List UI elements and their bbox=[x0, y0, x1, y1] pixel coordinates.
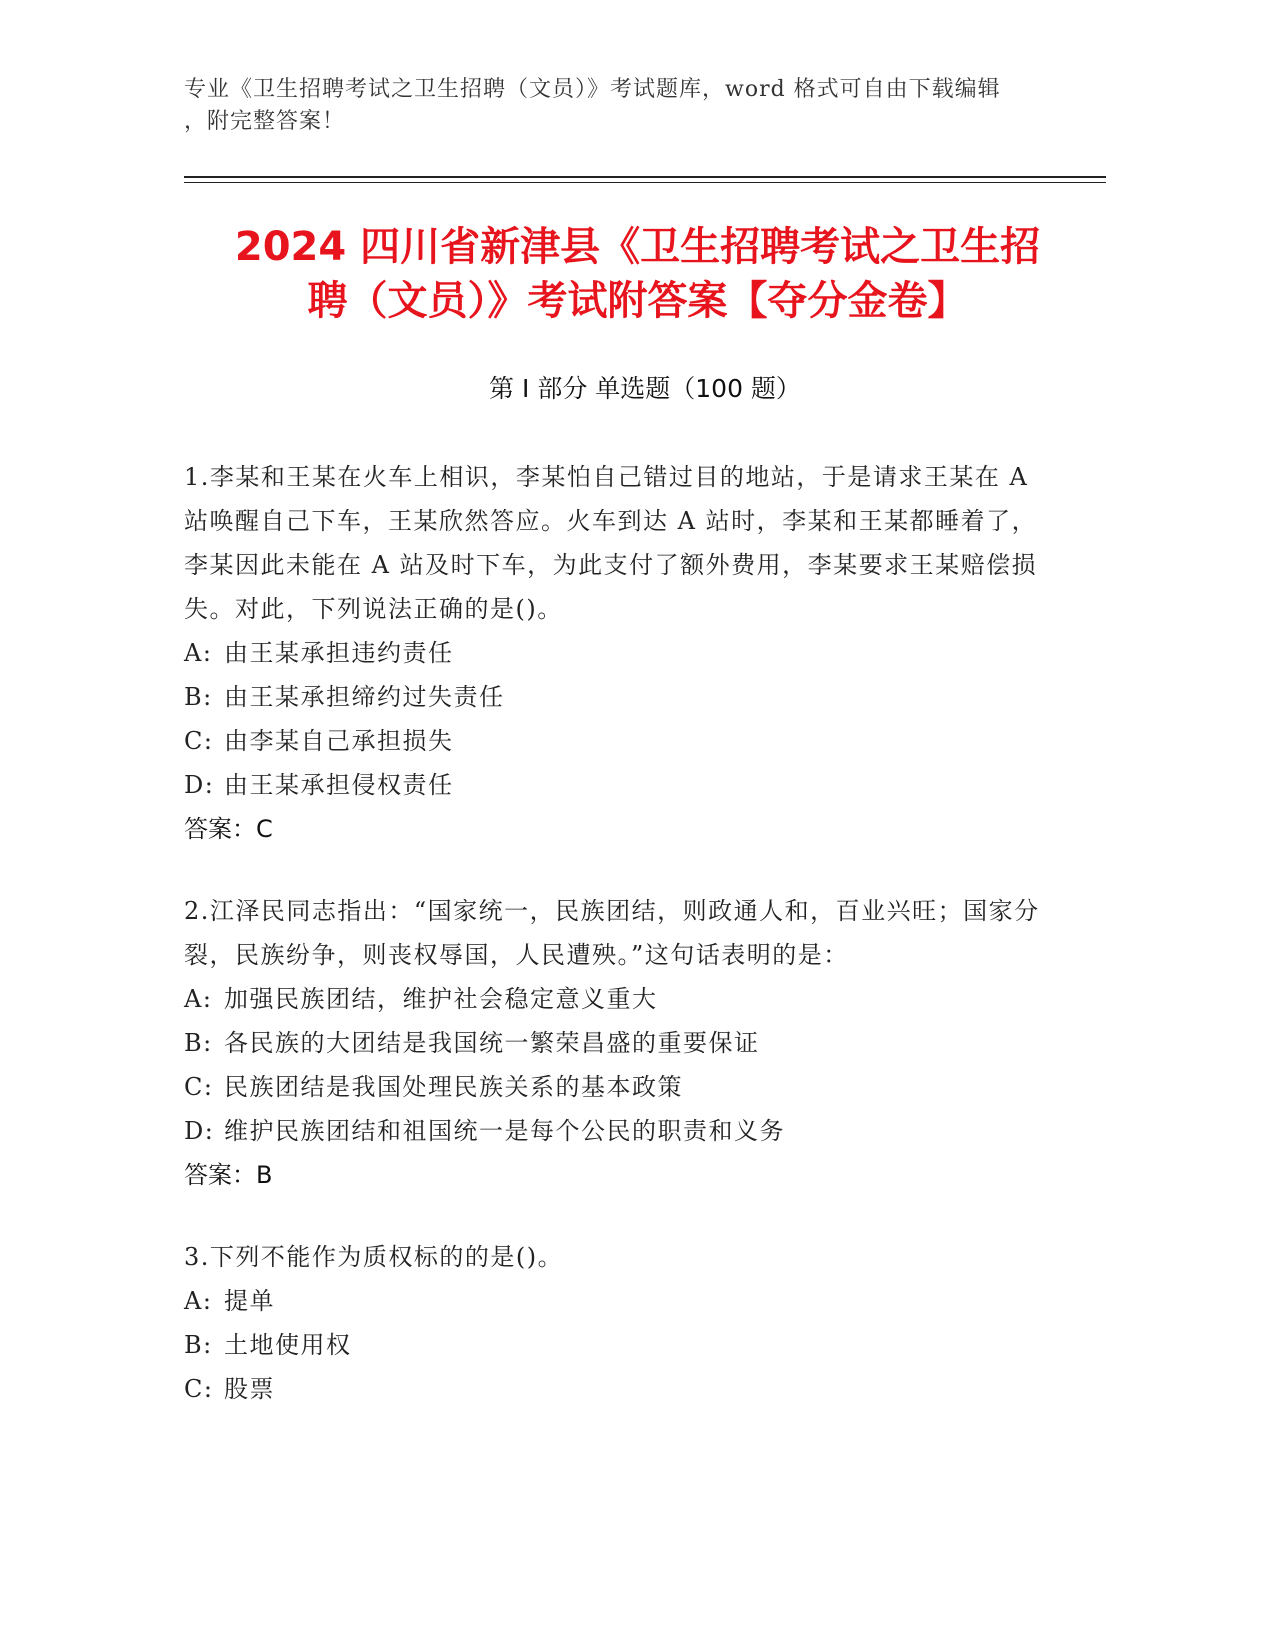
option-a bbox=[184, 977, 1044, 1021]
document-title-line-2: 聘（文员）》考试附答案【夺分金卷】 bbox=[307, 278, 968, 324]
option-text: 由王某承担缔约过失责任 bbox=[224, 683, 505, 711]
answer-label: 答案：C bbox=[184, 815, 273, 843]
intro-line-2: ，附完整答案！ bbox=[184, 109, 346, 134]
option-text: 民族团结是我国处理民族关系的基本政策 bbox=[224, 1073, 683, 1101]
option-c bbox=[184, 1367, 1044, 1411]
option-letter: C: bbox=[184, 1375, 214, 1403]
option-letter: C: bbox=[184, 727, 214, 755]
option-letter: C: bbox=[184, 1073, 214, 1101]
option-letter: A: bbox=[184, 1287, 213, 1315]
option-text: 由李某自己承担损失 bbox=[224, 727, 454, 755]
option-letter: D: bbox=[184, 771, 215, 799]
document-title-line-1: 2024 四川省新津县《卫生招聘考试之卫生招 bbox=[234, 224, 1041, 270]
document-title bbox=[170, 220, 1105, 328]
option-text: 土地使用权 bbox=[224, 1331, 352, 1359]
option-letter: A: bbox=[184, 985, 213, 1013]
question-1 bbox=[184, 455, 1044, 851]
option-letter: D: bbox=[184, 1117, 215, 1145]
question-2 bbox=[184, 889, 1044, 1197]
question-stem: 2.江泽民同志指出：“国家统一，民族团结，则政通人和，百业兴旺；国家分裂，民族纷争，则丧权辱国，人民遭殃。”这句话表明的是： bbox=[184, 897, 1040, 969]
intro-text bbox=[184, 74, 1064, 138]
option-text: 加强民族团结，维护社会稳定意义重大 bbox=[224, 985, 658, 1013]
option-c bbox=[184, 719, 1044, 763]
option-text: 由王某承担违约责任 bbox=[224, 639, 454, 667]
option-text: 各民族的大团结是我国统一繁荣昌盛的重要保证 bbox=[224, 1029, 760, 1057]
option-d bbox=[184, 1109, 1044, 1153]
option-text: 维护民族团结和祖国统一是每个公民的职责和义务 bbox=[224, 1117, 785, 1145]
option-b bbox=[184, 1021, 1044, 1065]
option-b bbox=[184, 675, 1044, 719]
question-stem: 1.李某和王某在火车上相识，李某怕自己错过目的地站，于是请求王某在 A 站唤醒自己下车，王某欣然答应。火车到达 A 站时，李某和王某都睡着了，李某因此未能在 A 站及时下车，为此支付了额外费用，李某要求王某赔偿损失。对此，下列说法正确的是()。 bbox=[184, 463, 1038, 623]
option-letter: B: bbox=[184, 683, 213, 711]
option-letter: A: bbox=[184, 639, 213, 667]
question-list bbox=[184, 455, 1044, 1449]
option-c bbox=[184, 1065, 1044, 1109]
option-b bbox=[184, 1323, 1044, 1367]
option-text: 股票 bbox=[224, 1375, 275, 1403]
option-a bbox=[184, 1279, 1044, 1323]
option-text: 提单 bbox=[224, 1287, 275, 1315]
question-stem: 3.下列不能作为质权标的的是()。 bbox=[184, 1243, 564, 1271]
option-d bbox=[184, 763, 1044, 807]
intro-line-1: 专业《卫生招聘考试之卫生招聘（文员）》考试题库，word 格式可自由下载编辑 bbox=[184, 77, 1001, 102]
header-divider-thin bbox=[184, 182, 1106, 183]
question-3 bbox=[184, 1235, 1044, 1411]
option-a bbox=[184, 631, 1044, 675]
header-divider-thick bbox=[184, 176, 1106, 178]
answer-label: 答案：B bbox=[184, 1161, 273, 1189]
option-letter: B: bbox=[184, 1029, 213, 1057]
section-title: 第 I 部分 单选题（100 题） bbox=[489, 374, 801, 403]
option-text: 由王某承担侵权责任 bbox=[224, 771, 454, 799]
option-letter: B: bbox=[184, 1331, 213, 1359]
